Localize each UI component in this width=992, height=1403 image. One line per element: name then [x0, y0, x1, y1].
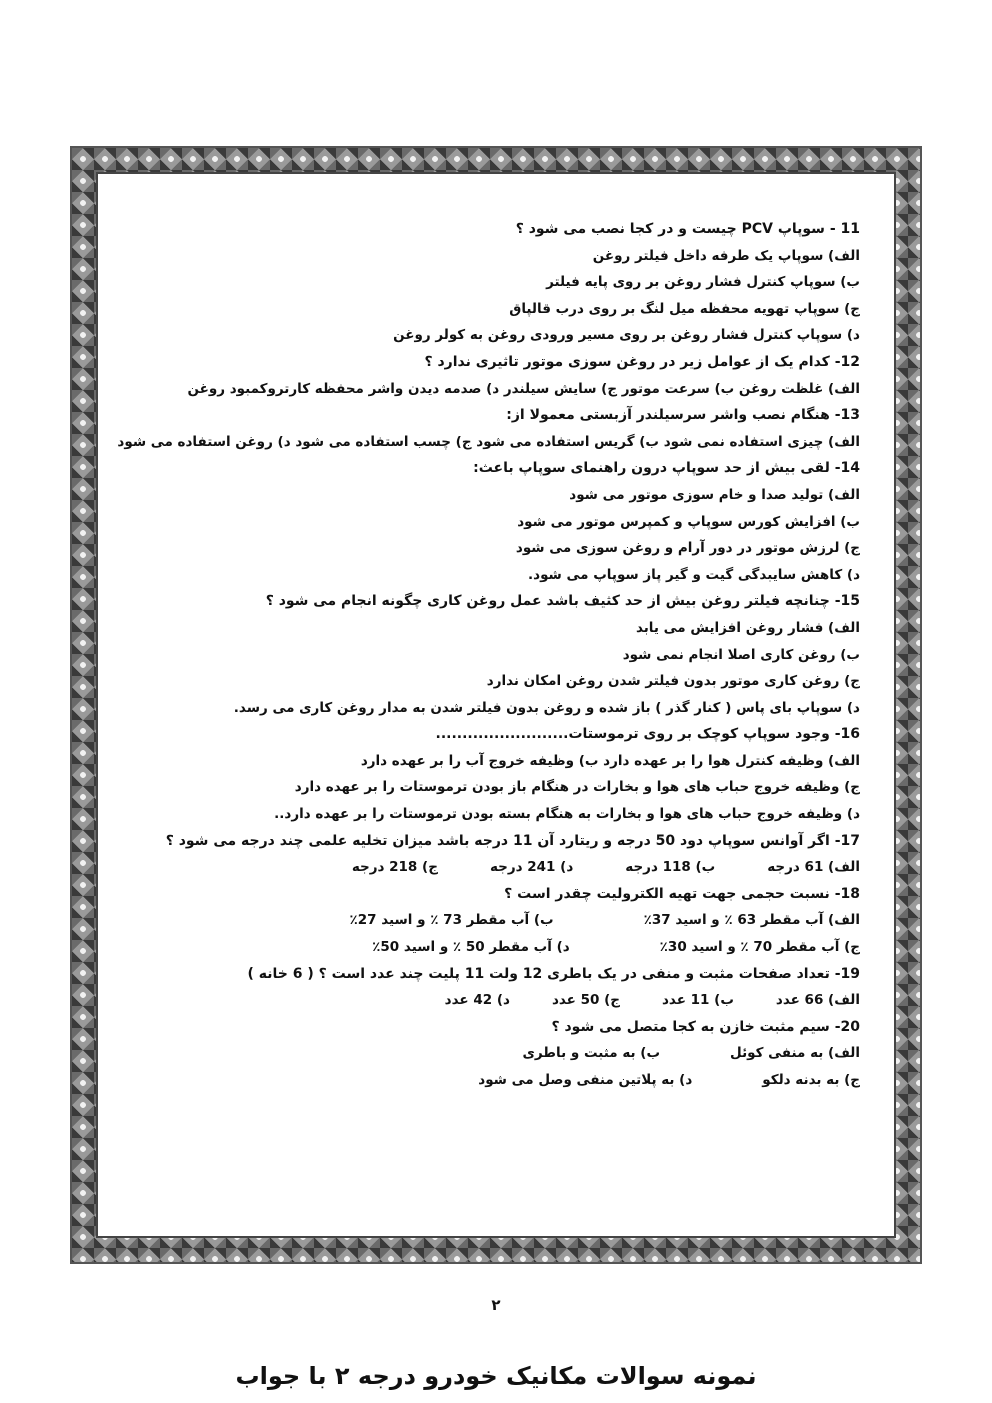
answer-line: د) کاهش سایبدگی گیت و گیر پاز سوپاپ می شود.	[528, 566, 860, 583]
answer-option: الف) آب مقطر 63 ٪ و اسید 37٪	[643, 912, 860, 929]
answer-line: الف) سوپاپ یک طرفه داخل فیلتر روغن	[592, 247, 860, 264]
question-line: 17- اگر آوانس سوپاپ دود 50 درجه و ریتارد آن 11 درجه باشد میزان تخلیه علمی چند درجه می شود ؟	[165, 832, 860, 849]
answer-option: د) آب مقطر 50 ٪ و اسید 50٪	[372, 939, 570, 956]
answer-option: ج) به بدنه دلکو	[762, 1072, 860, 1088]
question-line: 11 - سوپاپ PCV چیست و در کجا نصب می شود ؟	[515, 221, 860, 237]
question-line: 13- هنگام نصب واشر سرسیلندر آزبستی معمولا از:	[506, 407, 860, 424]
answer-line: د) سوپاپ کنترل فشار روغن بر روی مسیر ورودی روغن به کولر روغن	[393, 327, 860, 344]
answer-option: ب) آب مقطر 73 ٪ و اسید 27٪	[349, 912, 554, 929]
answer-option: د) 42 عدد	[444, 992, 510, 1009]
answer-option: الف) 61 درجه	[767, 859, 860, 876]
answer-option: ب) 118 درجه	[625, 859, 716, 876]
answer-option: ج) 50 عدد	[551, 992, 620, 1009]
answer-line: ب) سوپاپ کنترل فشار روغن بر روی پایه فیلتر	[546, 274, 860, 291]
answer-line	[190, 907, 860, 934]
answer-option: د) به پلاتین منفی وصل می شود	[478, 1072, 693, 1088]
answer-line	[190, 934, 860, 961]
question-line: 14- لقی بیش از حد سوپاپ درون راهنمای سوپاپ باعث:	[473, 460, 860, 477]
answer-line	[190, 1040, 860, 1067]
question-line: 15- چنانچه فیلتر روغن بیش از حد کثیف باشد عمل روغن کاری چگونه انجام می شود ؟	[265, 593, 860, 610]
answer-line: الف) چیزی استفاده نمی شود ب) گریس استفاده می شود ج) چسب استفاده می شود د) روغن استفاده می شود	[117, 433, 860, 450]
answer-option: ب) به مثبت و باطری	[522, 1045, 661, 1062]
answer-option: ج) 218 درجه	[351, 859, 438, 876]
answer-line: ج) روغن کاری موتور بدون فیلتر شدن روغن امکان ندارد	[486, 673, 860, 690]
answer-option: ب) 11 عدد	[662, 992, 734, 1009]
answer-line: ج) سوپاپ تهویه محفظه میل لنگ بر روی درب قالپاق	[509, 300, 860, 317]
question-line: 12- کدام یک از عوامل زیر در روغن سوزی موتور تاثیری ندارد ؟	[424, 353, 860, 370]
answer-line: ج) وظیفه خروج حباب های هوا و بخارات در هنگام باز بودن ترموستات را بر عهده دارد	[294, 779, 860, 796]
answer-line: الف) تولید صدا و خام سوزی موتور می شود	[569, 486, 860, 503]
questions-content	[117, 216, 860, 1094]
answer-line	[190, 1067, 860, 1094]
question-line: 16- وجود سوپاپ کوچک بر روی ترموستات.........................	[435, 726, 860, 743]
answer-line	[190, 854, 860, 881]
answer-line: ب) افزایش کورس سوپاپ و کمپرس موتور می شود	[517, 513, 860, 530]
question-line: 20- سیم مثبت خازن به کجا متصل می شود ؟	[551, 1018, 860, 1035]
question-line: 18- نسبت حجمی جهت تهیه الکترولیت چقدر است ؟	[504, 885, 860, 902]
answer-line: د) وظیفه خروج حباب های هوا و بخارات به هنگام بسته بودن ترموستات را بر عهده دارد..	[274, 806, 860, 823]
answer-line: د) سوپاپ بای پاس ( کنار گذر ) باز شده و روغن بدون فیلتر شدن به مدار روغن کاری می رسد.	[233, 699, 860, 716]
answer-line: ب) روغن کاری اصلا انجام نمی شود	[622, 646, 860, 663]
answer-line: ج) لرزش موتور در دور آرام و روغن سوزی می شود	[515, 540, 860, 557]
answer-option: الف) 66 عدد	[775, 992, 860, 1009]
answer-line: الف) غلظت روغن ب) سرعت موتور ج) سایش سیلندر د) صدمه دیدن واشر محفظه کارتروکمبود روغن	[187, 380, 860, 397]
question-line: 19- تعداد صفحات مثبت و منفی در یک باطری 12 ولت 11 پلیت چند عدد است ؟ ( 6 خانه )	[247, 965, 860, 982]
page-number: ۲	[491, 1296, 501, 1314]
answer-option: الف) به منفی کوئل	[730, 1045, 860, 1062]
answer-option: ج) آب مقطر 70 ٪ و اسید 30٪	[659, 939, 860, 956]
answer-line	[190, 987, 860, 1014]
answer-line: الف) وظیفه کنترل هوا را بر عهده دارد ب) وظیفه خروج آب را بر عهده دارد	[360, 752, 860, 769]
answer-line: الف) فشار روغن افزایش می یابد	[635, 619, 860, 636]
answer-option: د) 241 درجه	[489, 859, 574, 876]
document-caption: نمونه سوالات مکانیک خودرو درجه ۲ با جواب	[235, 1362, 757, 1390]
